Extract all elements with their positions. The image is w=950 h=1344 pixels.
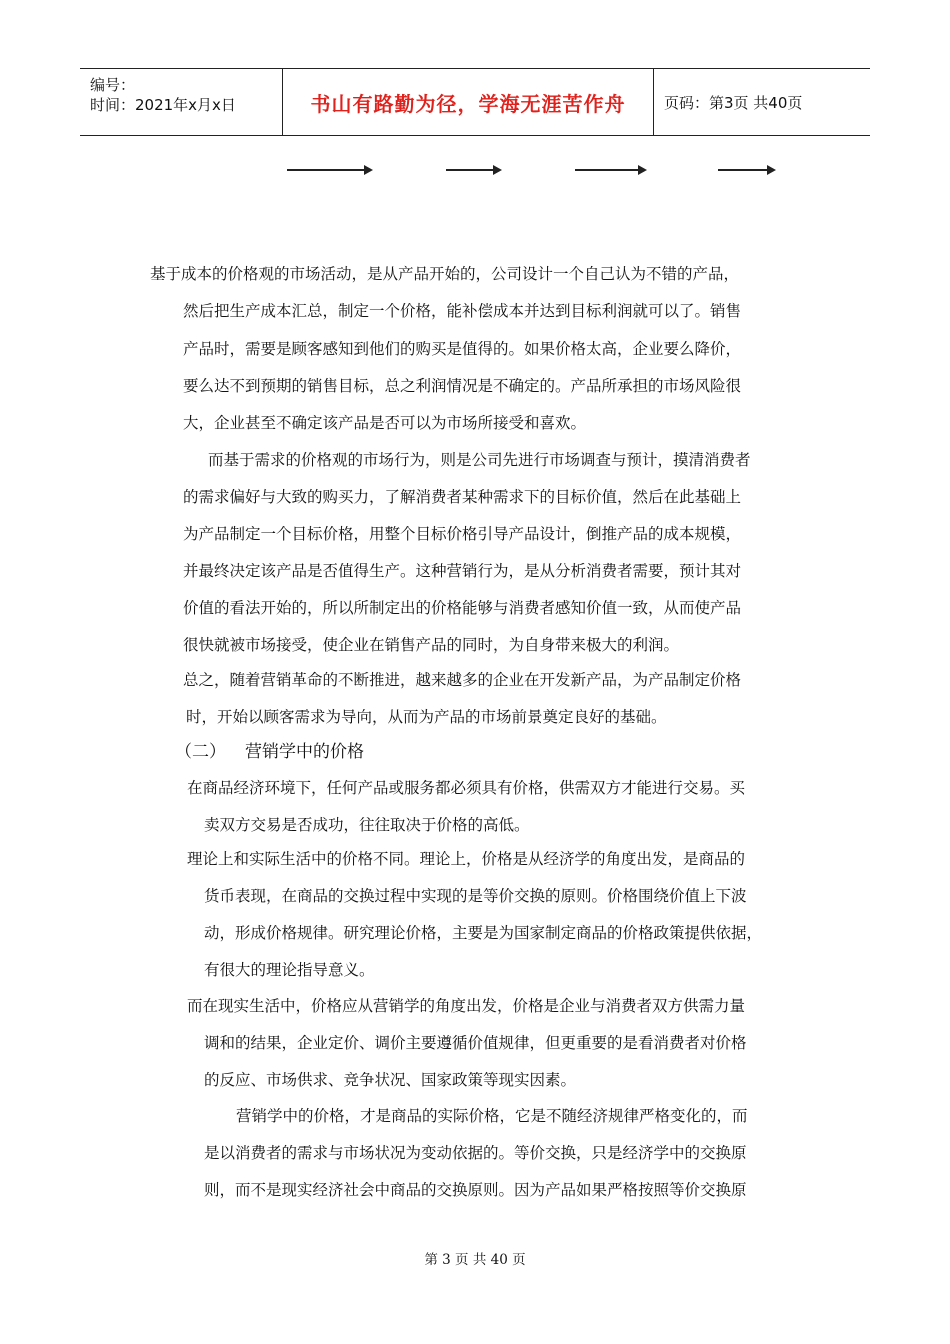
text-line: 卖双方交易是否成功，往往取决于价格的高低。 [204,816,530,834]
header-page-cell [654,69,870,135]
text-line: 调和的结果，企业定价、调价主要遵循价值规律，但更重要的是看消费者对价格 [204,1034,747,1052]
page-header [80,68,870,136]
text-line: 营销学中的价格，才是商品的实际价格，它是不随经济规律严格变化的，而 [236,1107,748,1125]
text-line: 价值的看法开始的，所以所制定出的价格能够与消费者感知价值一致，从而使产品 [183,599,742,617]
text-line: 大，企业甚至不确定该产品是否可以为市场所接受和喜欢。 [183,414,587,432]
text-line: 有很大的理论指导意义。 [204,961,375,979]
arrow-icon [718,169,768,171]
section-heading-title: 营销学中的价格 [245,742,364,762]
header-left-cell [80,69,282,135]
section-heading-number: （二） [175,742,226,762]
text-line: 很快就被市场接受，使企业在销售产品的同时，为自身带来极大的利润。 [183,636,680,654]
arrow-icon [446,169,494,171]
header-page-info: 页码：第3页 共40页 [664,93,803,112]
text-line: 而在现实生活中，价格应从营销学的角度出发，价格是企业与消费者双方供需力量 [187,997,746,1015]
text-line: 理论上和实际生活中的价格不同。理论上，价格是从经济学的角度出发，是商品的 [187,850,746,868]
header-motto-cell [282,69,654,135]
text-line: 动，形成价格规律。研究理论价格，主要是为国家制定商品的价格政策提供依据， [204,924,763,942]
page-footer: 第 3 页 共 40 页 [424,1252,526,1268]
text-line: 而基于需求的价格观的市场行为，则是公司先进行市场调查与预计，摸清消费者 [208,451,751,469]
text-line: 的反应、市场供求、竞争状况、国家政策等现实因素。 [204,1071,577,1089]
arrow-icon [575,169,639,171]
text-line: 是以消费者的需求与市场状况为变动依据的。等价交换，只是经济学中的交换原 [204,1144,747,1162]
text-line: 产品时，需要是顾客感知到他们的购买是值得的。如果价格太高，企业要么降价， [183,340,742,358]
document-number-label: 编号： [90,76,136,94]
text-line: 基于成本的价格观的市场活动，是从产品开始的，公司设计一个自己认为不错的产品， [150,265,740,283]
text-line: 总之，随着营销革命的不断推进，越来越多的企业在开发新产品，为产品制定价格 [183,671,742,689]
text-line: 并最终决定该产品是否值得生产。这种营销行为，是从分析消费者需要，预计其对 [183,562,742,580]
text-line: 为产品制定一个目标价格，用整个目标价格引导产品设计，倒推产品的成本规模， [183,525,742,543]
header-motto: 书山有路勤为径，学海无涯苦作舟 [310,91,626,116]
text-line: 货币表现，在商品的交换过程中实现的是等价交换的原则。价格围绕价值上下波 [204,887,747,905]
arrow-icon [287,169,365,171]
text-line: 时，开始以顾客需求为导向，从而为产品的市场前景奠定良好的基础。 [186,708,667,726]
text-line: 在商品经济环境下，任何产品或服务都必须具有价格，供需双方才能进行交易。买 [187,779,746,797]
text-line: 要么达不到预期的销售目标，总之利润情况是不确定的。产品所承担的市场风险很 [183,377,742,395]
text-line: 然后把生产成本汇总，制定一个价格，能补偿成本并达到目标利润就可以了。销售 [183,302,742,320]
text-line: 则，而不是现实经济社会中商品的交换原则。因为产品如果严格按照等价交换原 [204,1181,747,1199]
document-time-label: 时间：2021年x月x日 [90,96,236,114]
text-line: 的需求偏好与大致的购买力，了解消费者某种需求下的目标价值，然后在此基础上 [183,488,742,506]
